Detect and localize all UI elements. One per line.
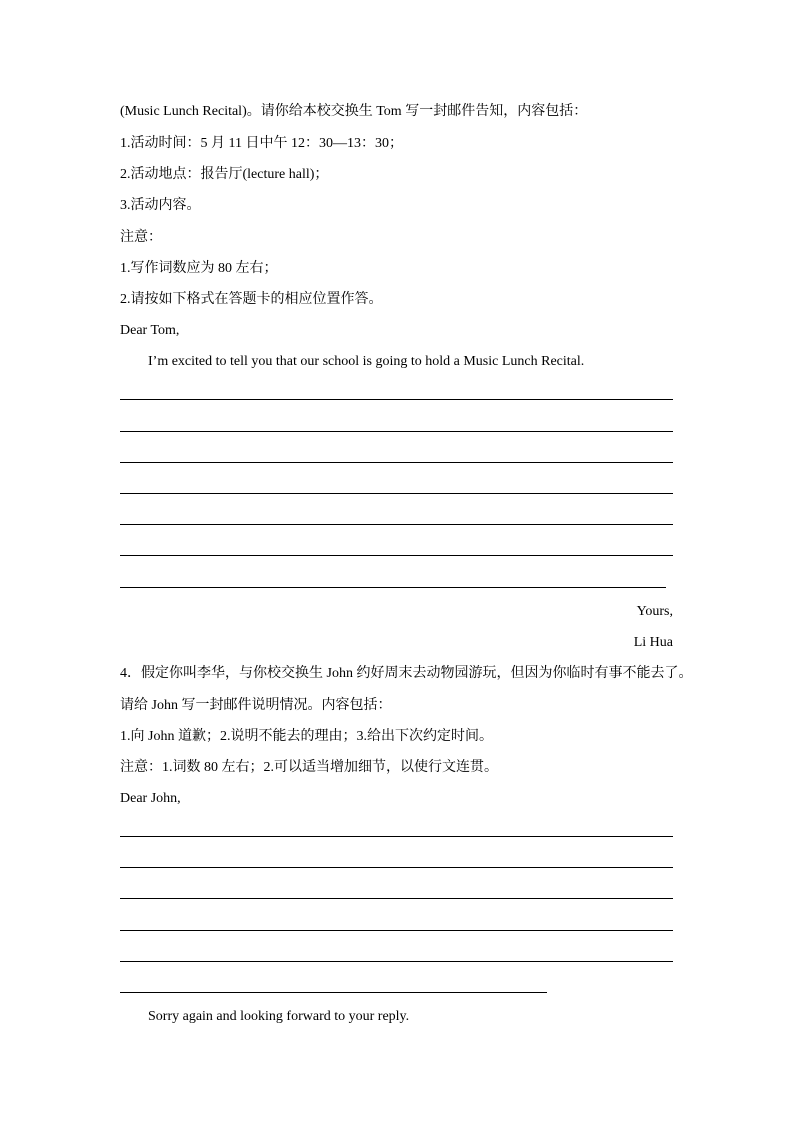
answer-line[interactable] [120, 867, 673, 868]
task3-note-format: 2.请按如下格式在答题卡的相应位置作答。 [120, 292, 383, 307]
task4-points: 1.向 John 道歉；2.说明不能去的理由；3.给出下次约定时间。 [120, 729, 493, 744]
task3-note-label: 注意： [120, 230, 162, 245]
answer-line[interactable] [120, 431, 673, 432]
task4-closing-sentence: Sorry again and looking forward to your reply. [148, 1009, 410, 1024]
answer-line[interactable] [120, 992, 547, 993]
task3-greeting: Dear Tom, [120, 323, 180, 338]
answer-line[interactable] [120, 961, 673, 962]
task4-question: 4．假定你叫李华，与你校交换生 John 约好周末去动物园游玩，但因为你临时有事不能去了。 [120, 666, 693, 681]
answer-line[interactable] [120, 524, 673, 525]
answer-line[interactable] [120, 836, 673, 837]
task4-greeting: Dear John, [120, 791, 181, 806]
task3-note-wordcount: 1.写作词数应为 80 左右； [120, 261, 278, 276]
task3-point-content: 3.活动内容。 [120, 198, 201, 213]
answer-line[interactable] [120, 462, 673, 463]
task4-notes: 注意：1.词数 80 左右；2.可以适当增加细节，以使行文连贯。 [120, 760, 498, 775]
answer-line[interactable] [120, 493, 673, 494]
task4-instruction: 请给 John 写一封邮件说明情况。内容包括： [120, 698, 392, 713]
answer-line[interactable] [120, 930, 673, 931]
answer-line[interactable] [120, 555, 673, 556]
task3-opening-sentence: I’m excited to tell you that our school is going to hold a Music Lunch Recital. [148, 354, 585, 369]
task3-point-place: 2.活动地点：报告厅(lecture hall)； [120, 167, 329, 182]
task3-intro: (Music Lunch Recital)。请你给本校交换生 Tom 写一封邮件告知，内容包括： [120, 104, 588, 119]
answer-line[interactable] [120, 587, 666, 588]
answer-line[interactable] [120, 898, 673, 899]
task3-closing: Yours, [636, 604, 673, 619]
answer-line[interactable] [120, 399, 673, 400]
task3-point-time: 1.活动时间：5 月 11 日中午 12：30—13：30； [120, 136, 403, 151]
task3-signature: Li Hua [633, 635, 673, 650]
